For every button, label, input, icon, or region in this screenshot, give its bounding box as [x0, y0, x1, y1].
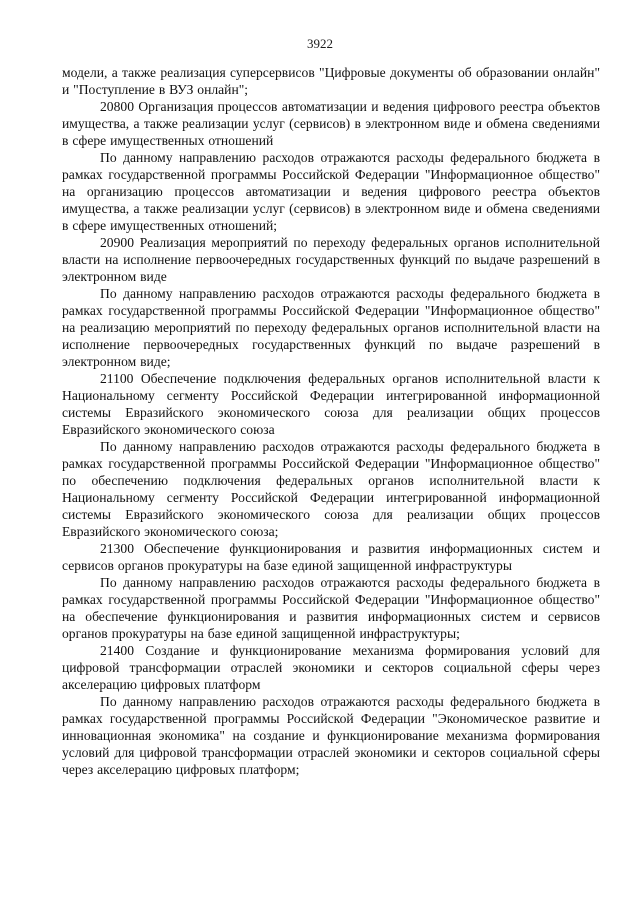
page-number: 3922: [307, 36, 333, 51]
document-body: [62, 64, 600, 778]
paragraph-entry-heading: 21300 Обеспечение функционирования и развития информационных систем и сервисов органов прокуратуры на базе единой защищенной инфраструктуры: [62, 541, 600, 573]
paragraph-entry-heading: 21400 Создание и функционирование механизма формирования условий для цифровой трансформации отраслей экономики и секторов социальной сферы через акселерацию цифровых платформ: [62, 643, 600, 692]
paragraph-entry-description: По данному направлению расходов отражаются расходы федерального бюджета в рамках государственной программы Российской Федерации "Экономическое развитие и инновационная экономика" на создание и функционирование механизма формирования условий для цифровой трансформации отраслей экономики и секторов социальной сферы через акселерацию цифровых платформ;: [62, 694, 600, 777]
paragraph-entry-description: По данному направлению расходов отражаются расходы федерального бюджета в рамках государственной программы Российской Федерации "Информационное общество" на обеспечение функционирования и развития информационных систем и сервисов органов прокуратуры на базе единой защищенной инфраструктуры;: [62, 575, 600, 641]
paragraph-entry-description: По данному направлению расходов отражаются расходы федерального бюджета в рамках государственной программы Российской Федерации "Информационное общество" на организацию процессов автоматизации и ведения цифрового реестра объектов имущества, а также реализации услуг (сервисов) в электронном виде и обмена сведениями в сфере имущественных отношений;: [62, 150, 600, 233]
paragraph-continuation: модели, а также реализация суперсервисов "Цифровые документы об образовании онлайн" и "Поступление в ВУЗ онлайн";: [62, 65, 600, 97]
paragraph-entry-description: По данному направлению расходов отражаются расходы федерального бюджета в рамках государственной программы Российской Федерации "Информационное общество" на реализацию мероприятий по переходу федеральных органов исполнительной власти на исполнение первоочередных государственных функций по выдаче разрешений в электронном виде;: [62, 286, 600, 369]
paragraph-entry-heading: 20800 Организация процессов автоматизации и ведения цифрового реестра объектов имущества, а также реализации услуг (сервисов) в электронном виде и обмена сведениями в сфере имущественных отношений: [62, 99, 600, 148]
paragraph-entry-description: По данному направлению расходов отражаются расходы федерального бюджета в рамках государственной программы Российской Федерации "Информационное общество" по обеспечению подключения федеральных органов исполнительной власти к Национальному сегменту Российской Федерации интегрированной информационной системы Евразийского экономического союза для реализации общих процессов Евразийского экономического союза;: [62, 439, 600, 539]
paragraph-entry-heading: 20900 Реализация мероприятий по переходу федеральных органов исполнительной власти на исполнение первоочередных государственных функций по выдаче разрешений в электронном виде: [62, 235, 600, 284]
paragraph-entry-heading: 21100 Обеспечение подключения федеральных органов исполнительной власти к Национальному сегменту Российской Федерации интегрированной информационной системы Евразийского экономического союза для реализации общих процессов Евразийского экономического союза: [62, 371, 600, 437]
